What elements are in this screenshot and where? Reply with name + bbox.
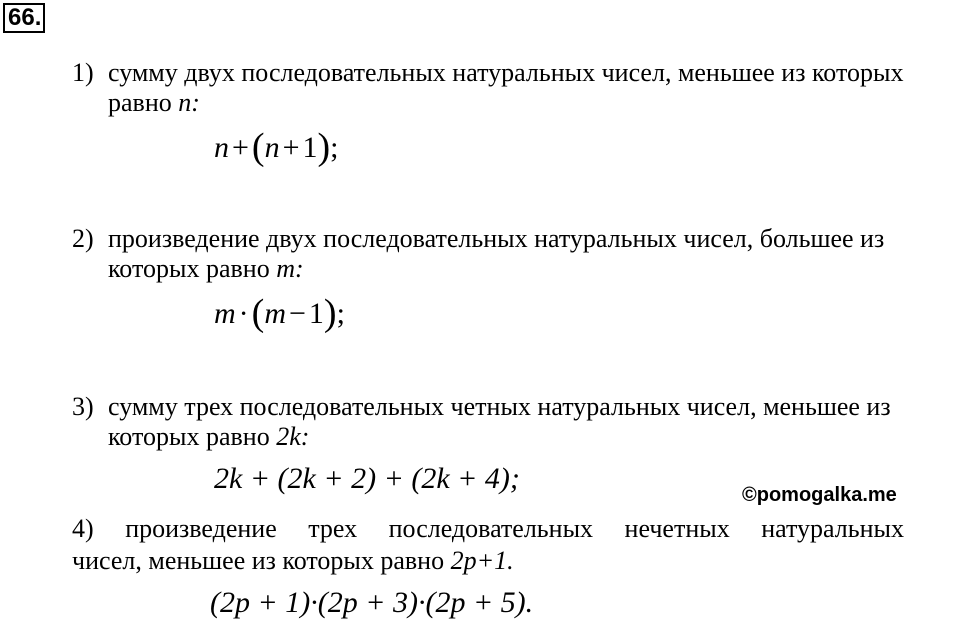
item-2-label: 2) [72, 224, 94, 253]
item-2-line-1: произведение двух последовательных натуральных чисел, большее из [108, 224, 885, 253]
item-2-formula [214, 292, 345, 334]
formula-2-op-dot: · [238, 297, 249, 330]
item-3-variable: 2k: [276, 422, 310, 451]
formula-1-term-b: n [264, 131, 280, 164]
formula-2-paren-close: ) [323, 292, 337, 334]
item-2-variable: m: [276, 254, 304, 283]
item-3-label: 3) [72, 392, 94, 421]
item-4-line-2 [72, 546, 514, 576]
formula-2-op-minus: − [289, 297, 306, 330]
formula-2-paren-open: ( [251, 292, 265, 334]
formula-1-semicolon: ; [330, 131, 339, 164]
item-4-variable: 2p+1. [450, 546, 514, 575]
watermark-text: ©pomogalka.me [742, 484, 897, 506]
item-4-line-2-text: чисел, меньшее из которых равно [72, 546, 451, 575]
item-2-line-2-text: которых равно [108, 254, 277, 283]
formula-1-paren-open: ( [251, 126, 265, 168]
item-1-line-2 [108, 88, 200, 118]
formula-2-term-a: m [214, 297, 236, 330]
problem-number-badge: 66. [3, 3, 45, 33]
item-3-line-2 [108, 422, 309, 452]
formula-2-semicolon: ; [336, 297, 345, 330]
item-2-line-2 [108, 254, 304, 284]
formula-1-term-a: n [214, 131, 229, 164]
formula-2-term-b: m [264, 297, 286, 330]
item-4-label: 4) [72, 514, 94, 543]
item-1-line-1: сумму двух последовательных натуральных чисел, меньшее из которых [108, 58, 904, 87]
item-3-line-1: сумму трех последовательных четных натуральных чисел, меньшее из [108, 392, 891, 421]
formula-1-op-plus-2: + [282, 131, 300, 164]
item-3-line-2-text: которых равно [108, 422, 277, 451]
item-3-formula: 2k + (2k + 2) + (2k + 4); [214, 462, 520, 495]
formula-2-const: 1 [308, 297, 324, 330]
item-4-line-1 [72, 514, 904, 544]
item-4-formula: (2p + 1)·(2p + 3)·(2p + 5). [210, 586, 534, 619]
item-1-label: 1) [72, 58, 94, 87]
item-1-line-2-text: равно [108, 88, 179, 117]
item-4-line-1-text: произведение трех последовательных нечетных натуральных [125, 514, 905, 543]
item-1-formula [214, 126, 339, 168]
formula-1-op-plus: + [232, 131, 249, 164]
item-1-variable: n: [178, 88, 200, 117]
formula-1-const: 1 [302, 131, 318, 164]
formula-1-paren-close: ) [317, 126, 331, 168]
